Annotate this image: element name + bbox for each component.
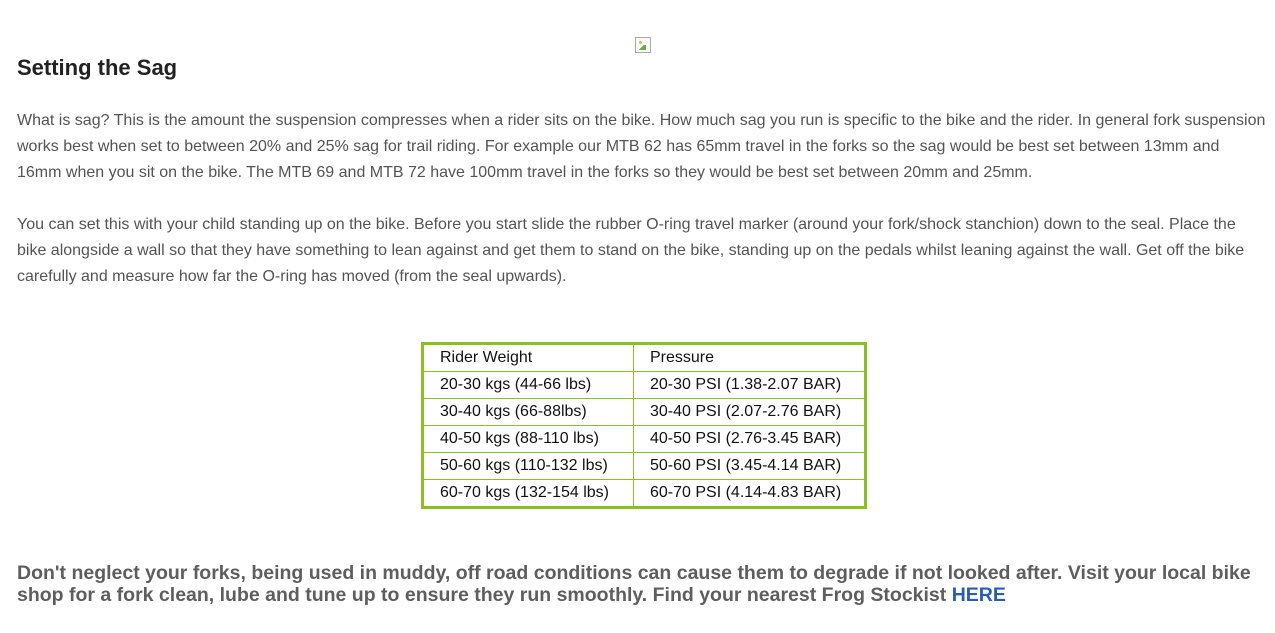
table-header-row <box>423 344 866 372</box>
sag-explanation-paragraph: What is sag? This is the amount the suspension compresses when a rider sits on the bike. How much sag you run is specific to the bike and the rider. In general fork suspension works best when set to between 20% and 25% sag for trail riding. For example our MTB 62 has 65mm travel in the forks so the sag would be best set between 13mm and 16mm when you sit on the bike. The MTB 69 and MTB 72 have 100mm travel in the forks so they would be best set between 20mm and 25mm. <box>17 112 1266 181</box>
header-rider-weight: Rider Weight <box>423 344 634 372</box>
table-row <box>423 399 866 426</box>
sag-measurement-paragraph: You can set this with your child standing up on the bike. Before you start slide the rubber O-ring travel marker (around your fork/shock stanchion) down to the seal. Place the bike alongside a wall so that they have something to lean against and get them to stand on the bike, standing up on the pedals whilst leaning against the wall. Get off the bike carefully and measure how far the O-ring has moved (from the seal upwards). <box>17 216 1245 285</box>
broken-image-icon <box>635 37 651 53</box>
fork-maintenance-note <box>17 562 1272 606</box>
weight-cell: 50-60 kgs (110-132 lbs) <box>423 453 634 480</box>
pressure-cell: 30-40 PSI (2.07-2.76 BAR) <box>634 399 866 426</box>
weight-cell: 60-70 kgs (132-154 lbs) <box>423 480 634 508</box>
weight-cell: 20-30 kgs (44-66 lbs) <box>423 372 634 399</box>
table-row <box>423 372 866 399</box>
pressure-cell: 20-30 PSI (1.38-2.07 BAR) <box>634 372 866 399</box>
pressure-cell: 50-60 PSI (3.45-4.14 BAR) <box>634 453 866 480</box>
page-title: Setting the Sag <box>17 55 178 80</box>
header-pressure: Pressure <box>634 344 866 372</box>
table-row <box>423 453 866 480</box>
fork-maintenance-text: Don't neglect your forks, being used in muddy, off road conditions can cause them to degrade if not looked after. Visit your local bike shop for a fork clean, lube and tune up to ensure they run smoothly. Find your nearest Frog Stockist <box>17 562 1251 606</box>
stockist-link[interactable]: HERE <box>951 584 1006 606</box>
table-row <box>423 426 866 453</box>
weight-cell: 30-40 kgs (66-88lbs) <box>423 399 634 426</box>
pressure-cell: 40-50 PSI (2.76-3.45 BAR) <box>634 426 866 453</box>
table-row <box>423 480 866 508</box>
weight-cell: 40-50 kgs (88-110 lbs) <box>423 426 634 453</box>
rider-weight-pressure-table <box>421 342 867 509</box>
pressure-cell: 60-70 PSI (4.14-4.83 BAR) <box>634 480 866 508</box>
